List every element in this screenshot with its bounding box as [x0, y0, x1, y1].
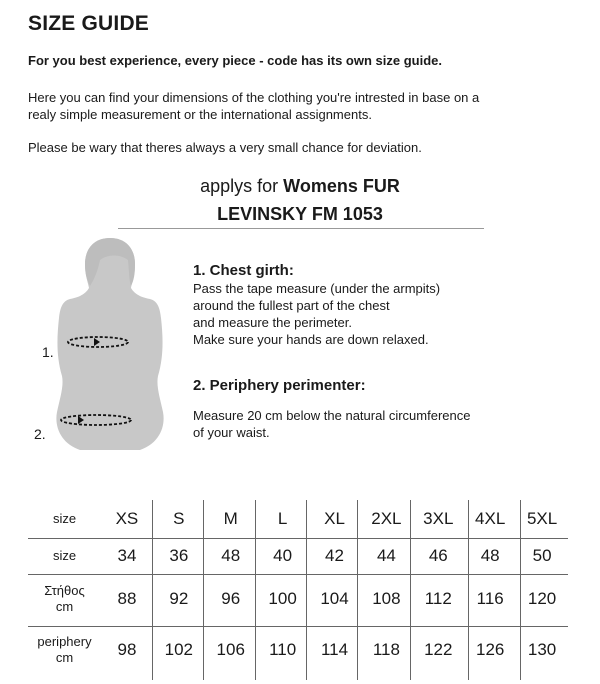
row-label-line: size: [52, 548, 77, 563]
table-header-cell: L: [277, 509, 288, 528]
table-cell: 96: [221, 589, 241, 608]
intro-paragraph-line: Here you can find your dimensions of the clothing you're intrested in base on a: [28, 90, 480, 105]
step2-title: 2. Periphery perimenter:: [193, 377, 366, 394]
intro-paragraph: [28, 89, 573, 123]
table-cell: 104: [320, 589, 349, 608]
table-cell: 88: [117, 589, 137, 608]
table-header-cell: 4XL: [475, 509, 506, 528]
step1-text: [193, 280, 440, 348]
table-cell: 48: [221, 546, 241, 565]
step2-line: of your waist.: [193, 425, 270, 440]
deviation-note: Please be wary that theres always a very small chance for deviation.: [28, 140, 422, 155]
table-cell: 50: [532, 546, 552, 565]
table-cell: 92: [169, 589, 189, 608]
applies-heading: [0, 172, 600, 228]
intro-statement: For you best experience, every piece - code has its own size guide.: [28, 53, 442, 68]
table-row: [28, 538, 568, 574]
row-label: [28, 548, 101, 564]
table-header-row: [28, 500, 568, 538]
step1-line: and measure the perimeter.: [193, 315, 352, 330]
row-label-line: cm: [55, 599, 74, 614]
table-header-label: size: [52, 511, 77, 526]
table-cell: 102: [164, 640, 194, 659]
table-cell: 112: [424, 589, 452, 608]
table-row: [28, 624, 568, 676]
step1-line: around the fullest part of the chest: [193, 298, 390, 313]
table-cell: 42: [325, 546, 344, 565]
figure-label-periphery: 2.: [34, 426, 46, 442]
body-silhouette-figure: [40, 236, 180, 454]
table-header-cell: S: [173, 509, 185, 528]
table-row: [28, 574, 568, 624]
table-header-cell: XL: [324, 509, 345, 528]
row-label-line: periphery: [37, 634, 92, 649]
table-header-cell: M: [223, 509, 238, 528]
table-cell: 114: [320, 640, 349, 659]
table-cell: 118: [372, 640, 400, 659]
table-header-cell: 3XL: [423, 509, 454, 528]
table-header-cell: 5XL: [526, 509, 558, 528]
step2-line: Measure 20 cm below the natural circumference: [193, 408, 471, 423]
table-header-cell: 2XL: [371, 509, 402, 528]
page-title: SIZE GUIDE: [28, 12, 150, 35]
table-cell: 106: [216, 640, 245, 659]
intro-paragraph-line: realy simple measurement or the international assignments.: [28, 107, 372, 122]
table-cell: 110: [269, 640, 297, 659]
figure-label-chest: 1.: [42, 344, 54, 360]
table-cell: 116: [476, 589, 504, 608]
divider-rule: [118, 228, 484, 229]
step1-line: Pass the tape measure (under the armpits): [193, 281, 441, 296]
table-cell: 48: [480, 546, 500, 565]
applies-prefix: applys for: [200, 176, 284, 196]
applies-product: Womens FUR: [283, 176, 400, 196]
size-table: [28, 500, 568, 676]
step1-title: 1. Chest girth:: [193, 262, 294, 279]
table-cell: 120: [527, 589, 557, 608]
table-cell: 40: [273, 546, 293, 565]
table-cell: 122: [424, 640, 453, 659]
table-cell: 46: [428, 546, 448, 565]
table-cell: 100: [268, 589, 297, 608]
table-cell: 108: [372, 589, 401, 608]
table-header-cell: XS: [115, 509, 139, 528]
applies-code: LEVINSKY FM 1053: [217, 204, 383, 224]
row-label-line: Στήθος: [44, 583, 85, 598]
table-cell: 34: [117, 546, 137, 565]
table-cell: 36: [169, 546, 189, 565]
table-cell: 44: [376, 546, 396, 565]
table-cell: 126: [475, 640, 505, 659]
table-cell: 98: [117, 640, 137, 659]
row-label-line: cm: [55, 650, 74, 665]
step1-line: Make sure your hands are down relaxed.: [193, 332, 429, 347]
table-cell: 130: [527, 640, 557, 659]
row-label: [28, 634, 101, 666]
step2-text: [193, 407, 470, 441]
row-label: [28, 583, 101, 615]
